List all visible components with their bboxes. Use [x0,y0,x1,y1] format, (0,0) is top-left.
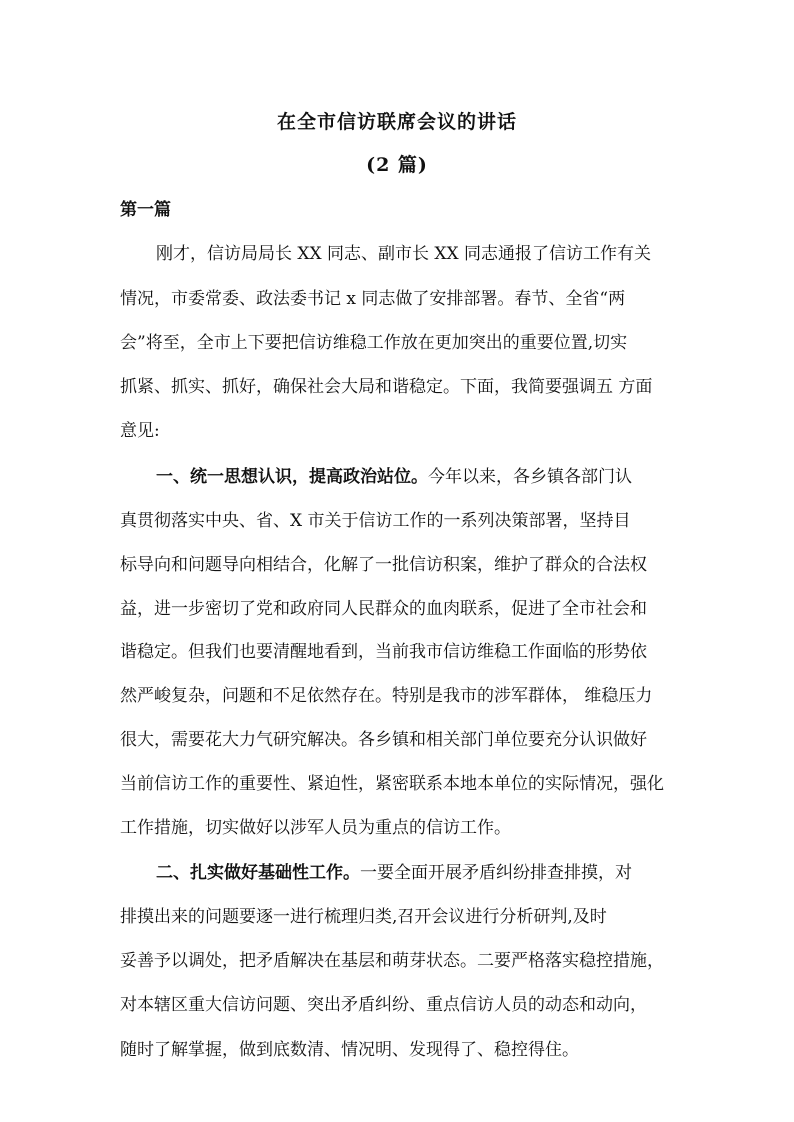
point1-first-line [156,466,632,488]
point1-line: 当前信访工作的重要性、紧迫性，紧密联系本地本单位的实际情况，强化 [120,774,664,794]
intro-line: 刚才，信访局局长 XX 同志、副市长 XX 同志通报了信访工作有关 [156,244,652,264]
point1-heading: 一、统一思想认识，提高政治站位。 [156,467,428,487]
point2-line: 妥善予以调处，把矛盾解决在基层和萌芽状态。二要严格落实稳控措施， [120,951,664,971]
intro-line: 意见: [120,421,160,441]
document-title: 在全市信访联席会议的讲话 [276,111,517,133]
point1-line: 标导向和问题导向相结合，化解了一批信访积案，维护了群众的合法权 [120,555,647,575]
point2-first-line [156,862,632,884]
point2-first-line-text: 一要全面开展矛盾纠纷排查排摸，对 [360,863,632,883]
point1-line: 真贯彻落实中央、省、X 市关于信访工作的一系列决策部署，坚持目 [120,511,631,531]
point1-line: 很大，需要花大力气研究解决。各乡镇和相关部门单位要充分认识做好 [120,730,647,750]
point2-line: 对本辖区重大信访问题、突出矛盾纠纷、重点信访人员的动态和动向， [120,995,647,1015]
point1-line: 谐稳定。但我们也要清醒地看到，当前我市信访维稳工作面临的形势依 [120,642,647,662]
section-label: 第一篇 [120,200,171,220]
point2-line: 排摸出来的问题要逐一进行梳理归类,召开会议进行分析研判,及时 [120,907,607,927]
point2-heading: 二、扎实做好基础性工作。 [156,863,360,883]
point1-first-line-text: 今年以来，各乡镇各部门认 [428,467,632,487]
intro-line: 抓紧、抓实、抓好，确保社会大局和谐稳定。下面，我简要强调五 方面 [120,377,653,397]
point1-line: 工作措施，切实做好以涉军人员为重点的信访工作。 [120,818,511,838]
point2-line: 随时了解掌握，做到底数清、情况明、发现得了、稳控得住。 [120,1040,579,1060]
intro-line: 情况，市委常委、政法委书记 x 同志做了安排部署。春节、全省“两 [120,289,626,309]
point1-line: 然严峻复杂，问题和不足依然存在。特别是我市的涉军群体， 维稳压力 [120,686,653,706]
point1-line: 益，进一步密切了党和政府同人民群众的血肉联系，促进了全市社会和 [120,599,647,619]
document-subtitle: (2 篇) [366,154,428,176]
intro-line: 会”将至，全市上下要把信访维稳工作放在更加突出的重要位置,切实 [120,333,628,353]
